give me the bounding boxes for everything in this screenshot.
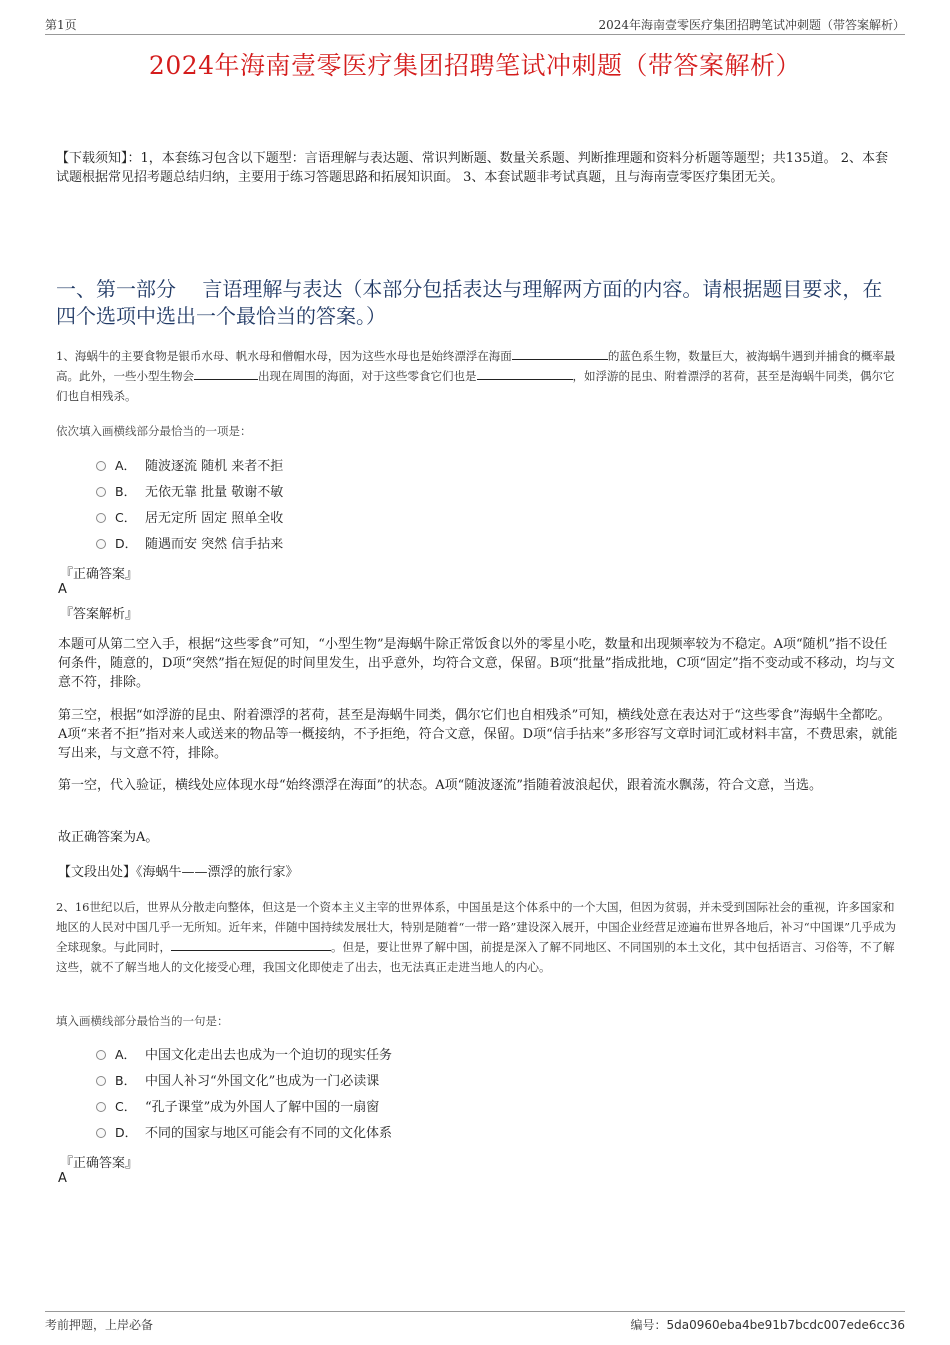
q1-analysis-label: 『答案解析』 <box>60 607 139 622</box>
radio-icon[interactable] <box>96 1102 106 1112</box>
question-1-prompt: 依次填入画横线部分最恰当的一项是： <box>56 424 252 438</box>
q1-option-d[interactable]: D． 随遇而安 突然 信手拈来 <box>96 534 283 554</box>
radio-icon[interactable] <box>96 1128 106 1138</box>
q2-option-a[interactable]: A． 中国文化走出去也成为一个迫切的现实任务 <box>96 1045 392 1065</box>
page-header <box>45 14 905 35</box>
radio-icon[interactable] <box>96 539 106 549</box>
q1-analysis-paragraph: 本题可从第二空入手，根据“这些零食”可知，“小型生物”是海蜗牛除正常饭食以外的零星小吃，数量和出现频率较为不稳定。A项“随机”指不设任何条件，随意的，D项“突然”指在短促的时间里发生，出乎意外，均符合文意，保留。B项“批量”指成批地，C项“固定”指不变动或不移动，均与文意不符，排除。 <box>58 637 895 690</box>
q1-analysis-paragraph: 第一空，代入验证，横线处应体现水母“始终漂浮在海面”的状态。A项“随波逐流”指随着波浪起伏，跟着流水飘荡，符合文意，当选。 <box>58 778 822 793</box>
q2-option-d[interactable]: D． 不同的国家与地区可能会有不同的文化体系 <box>96 1123 392 1143</box>
fill-blank <box>194 367 258 380</box>
q2-option-b[interactable]: B． 中国人补习“外国文化”也成为一门必读课 <box>96 1071 379 1091</box>
footer-doc-code: 编号：5da0960eba4be91b7bcdc007ede6cc36 <box>630 1318 905 1332</box>
fill-blank <box>171 938 331 951</box>
q1-source: 【文段出处】《海蜗牛——漂浮的旅行家》 <box>58 865 299 880</box>
q2-answer-label: 『正确答案』 <box>60 1156 139 1171</box>
q1-analysis-paragraph: 第三空，根据“如浮游的昆虫、附着漂浮的茗荷，甚至是海蜗牛同类，偶尔它们也自相残杀”可知，横线处意在表达对于“这些零食”海蜗牛全都吃。A项“来者不拒”指对来人或送来的物品等一概接纳，不予拒绝，符合文意，保留。D项“信手拈来”多形容写文章时词汇或材料丰富，不费思索，就能写出来，与文意不符，排除。 <box>58 708 898 761</box>
q1-answer-label: 『正确答案』 <box>60 567 139 582</box>
page-number: 第1页 <box>45 18 77 32</box>
fill-blank <box>512 347 608 360</box>
radio-icon[interactable] <box>96 513 106 523</box>
q1-option-a[interactable]: A． 随波逐流 随机 来者不拒 <box>96 456 283 476</box>
question-2-stem: 2、16世纪以后，世界从分散走向整体，但这是一个资本主义主宰的世界体系，中国虽是这个体系中的一个大国，但因为贫弱，并未受到国际社会的重视，许多国家和地区的人民对中国几乎一无所知。近年来，伴随中国持续发展壮大，特别是随着“一带一路”建设深入展开，中国企业经营足迹遍布世界各地后，补习“中国课”几乎成为全球现象。与此同时， 。但是，要让世界了解中国，前提是深入了解不同地区、不同国别的本土文化，其中包括语言、习俗等，不了解这些，就不了解当地人的文化接受心理，我国文化即使走了出去，也无法真正走进当地人的内心。 <box>56 900 897 974</box>
question-2-prompt: 填入画横线部分最恰当的一句是： <box>56 1014 229 1028</box>
q2-answer: A <box>58 1171 67 1186</box>
page-footer <box>45 1311 905 1334</box>
q1-option-c[interactable]: C． 居无定所 固定 照单全收 <box>96 508 283 528</box>
radio-icon[interactable] <box>96 461 106 471</box>
radio-icon[interactable] <box>96 487 106 497</box>
radio-icon[interactable] <box>96 1076 106 1086</box>
q1-option-b[interactable]: B． 无依无靠 批量 敬谢不敏 <box>96 482 283 502</box>
header-doc-title: 2024年海南壹零医疗集团招聘笔试冲刺题（带答案解析） <box>598 18 905 32</box>
radio-icon[interactable] <box>96 1050 106 1060</box>
q2-option-c[interactable]: C． “孔子课堂”成为外国人了解中国的一扇窗 <box>96 1097 379 1117</box>
question-1-stem: 1、海蜗牛的主要食物是银币水母、帆水母和僧帽水母，因为这些水母也是始终漂浮在海面 的蓝色系生物，数量巨大，被海蜗牛遇到并捕食的概率最高。此外，一些小型生物会 出现在周围的海面，对于这些零食它们也是 ，如浮游的昆虫、附着漂浮的茗荷，甚至是海蜗牛同类，偶尔它们也自相残杀。 <box>56 349 896 403</box>
download-notice: 【下载须知】：1，本套练习包含以下题型：言语理解与表达题、常识判断题、数量关系题、判断推理题和资料分析题等题型；共135道。 2、本套试题根据常见招考题总结归纳，主要用于练习答题思路和拓展知识面。 3、本套试题非考试真题，且与海南壹零医疗集团无关。 <box>56 151 888 185</box>
q1-answer: A <box>58 582 67 597</box>
document-title: 2024年海南壹零医疗集团招聘笔试冲刺题（带答案解析） <box>148 51 802 80</box>
fill-blank <box>477 367 573 380</box>
section-heading: 一、第一部分 言语理解与表达（本部分包括表达与理解两方面的内容。请根据题目要求，在四个选项中选出一个最恰当的答案。） <box>56 277 883 328</box>
q1-conclusion: 故正确答案为A。 <box>58 830 159 845</box>
footer-slogan: 考前押题，上岸必备 <box>45 1318 154 1332</box>
